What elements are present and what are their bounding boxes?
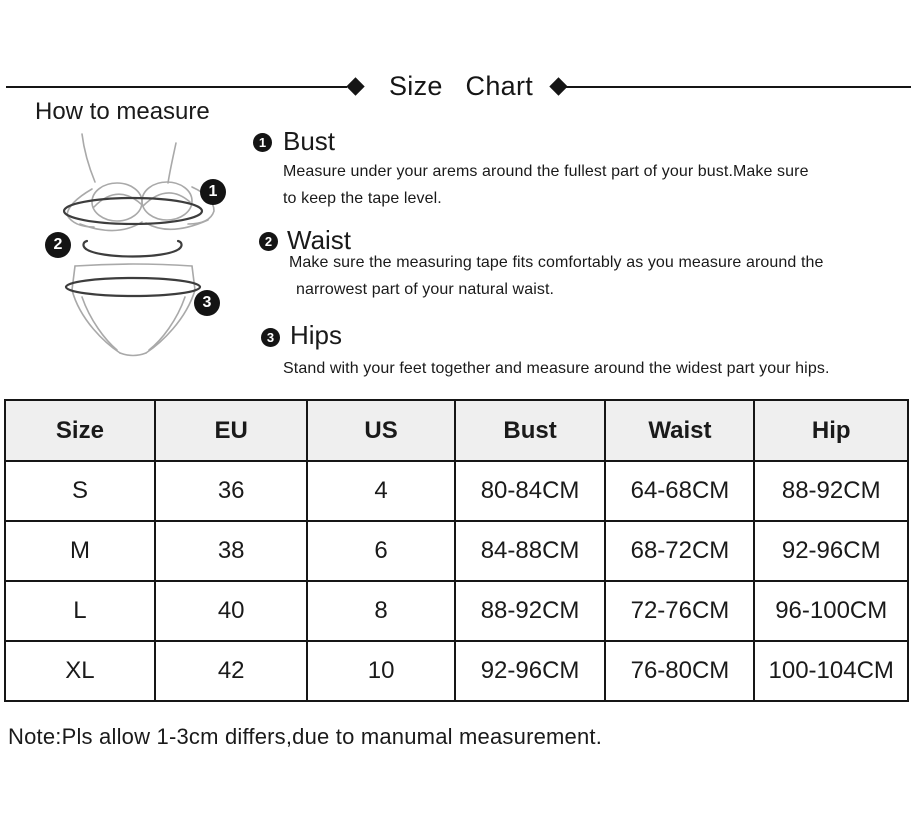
cell-eu: 42 bbox=[155, 641, 308, 701]
cell-eu: 40 bbox=[155, 581, 308, 641]
cell-waist: 76-80CM bbox=[605, 641, 754, 701]
waist-heading: Waist bbox=[287, 225, 352, 255]
cell-bust: 84-88CM bbox=[455, 521, 606, 581]
bust-instruction-line: Measure under your arems around the fullest part of your bust.Make sure bbox=[283, 163, 809, 180]
cell-eu: 38 bbox=[155, 521, 308, 581]
waist-instruction-line: Make sure the measuring tape fits comfortably as you measure around the bbox=[289, 254, 824, 271]
hip-tape-ellipse bbox=[66, 278, 200, 296]
diamond-icon-right bbox=[549, 77, 567, 95]
waist-tape-arc bbox=[83, 241, 181, 257]
page-title: Size Chart bbox=[389, 71, 534, 101]
how-to-measure-heading: How to measure bbox=[35, 98, 210, 125]
cell-hip: 100-104CM bbox=[754, 641, 908, 701]
waist-instruction-line: narrowest part of your natural waist. bbox=[296, 281, 555, 298]
cell-us: 10 bbox=[307, 641, 454, 701]
diamond-icon-left bbox=[346, 77, 364, 95]
column-header-size: Size bbox=[5, 400, 155, 461]
cell-eu: 36 bbox=[155, 461, 308, 521]
hips-instruction-line: Stand with your feet together and measure around the widest part your hips. bbox=[283, 360, 830, 377]
cell-size: L bbox=[5, 581, 155, 641]
cell-us: 4 bbox=[307, 461, 454, 521]
column-header-eu: EU bbox=[155, 400, 308, 461]
size-table-header-row bbox=[5, 400, 908, 461]
cell-bust: 88-92CM bbox=[455, 581, 606, 641]
column-header-us: US bbox=[307, 400, 454, 461]
cell-size: S bbox=[5, 461, 155, 521]
cell-bust: 92-96CM bbox=[455, 641, 606, 701]
hips-instructions bbox=[283, 355, 829, 382]
bust-heading: Bust bbox=[283, 126, 336, 156]
hips-heading: Hips bbox=[290, 320, 343, 350]
cell-waist: 72-76CM bbox=[605, 581, 754, 641]
bust-number-badge: 1 bbox=[253, 133, 272, 152]
cell-size: XL bbox=[5, 641, 155, 701]
column-header-hip: Hip bbox=[754, 400, 908, 461]
title-rule-right bbox=[566, 86, 911, 88]
cell-hip: 88-92CM bbox=[754, 461, 908, 521]
bust-instructions bbox=[283, 158, 809, 212]
column-header-bust: Bust bbox=[455, 400, 606, 461]
figure-badge-1: 1 bbox=[200, 179, 226, 205]
waist-number-badge: 2 bbox=[259, 232, 278, 251]
cell-waist: 64-68CM bbox=[605, 461, 754, 521]
figure-badge-3: 3 bbox=[194, 290, 220, 316]
cell-hip: 92-96CM bbox=[754, 521, 908, 581]
cell-size: M bbox=[5, 521, 155, 581]
table-row-xl bbox=[5, 641, 908, 701]
column-header-waist: Waist bbox=[605, 400, 754, 461]
table-row-m bbox=[5, 521, 908, 581]
bikini-top-outline bbox=[67, 134, 214, 231]
cell-us: 8 bbox=[307, 581, 454, 641]
hips-number-badge: 3 bbox=[261, 328, 280, 347]
title-rule-left bbox=[6, 86, 347, 88]
table-row-l bbox=[5, 581, 908, 641]
cell-waist: 68-72CM bbox=[605, 521, 754, 581]
measurement-note: Note:Pls allow 1-3cm differs,due to manumal measurement. bbox=[8, 724, 603, 749]
bust-tape-ellipse bbox=[64, 198, 202, 224]
figure-badge-2: 2 bbox=[45, 232, 71, 258]
cell-us: 6 bbox=[307, 521, 454, 581]
cell-bust: 80-84CM bbox=[455, 461, 606, 521]
cell-hip: 96-100CM bbox=[754, 581, 908, 641]
waist-instructions bbox=[289, 249, 823, 303]
table-row-s bbox=[5, 461, 908, 521]
bust-instruction-line: to keep the tape level. bbox=[283, 190, 442, 207]
size-table bbox=[4, 399, 909, 702]
